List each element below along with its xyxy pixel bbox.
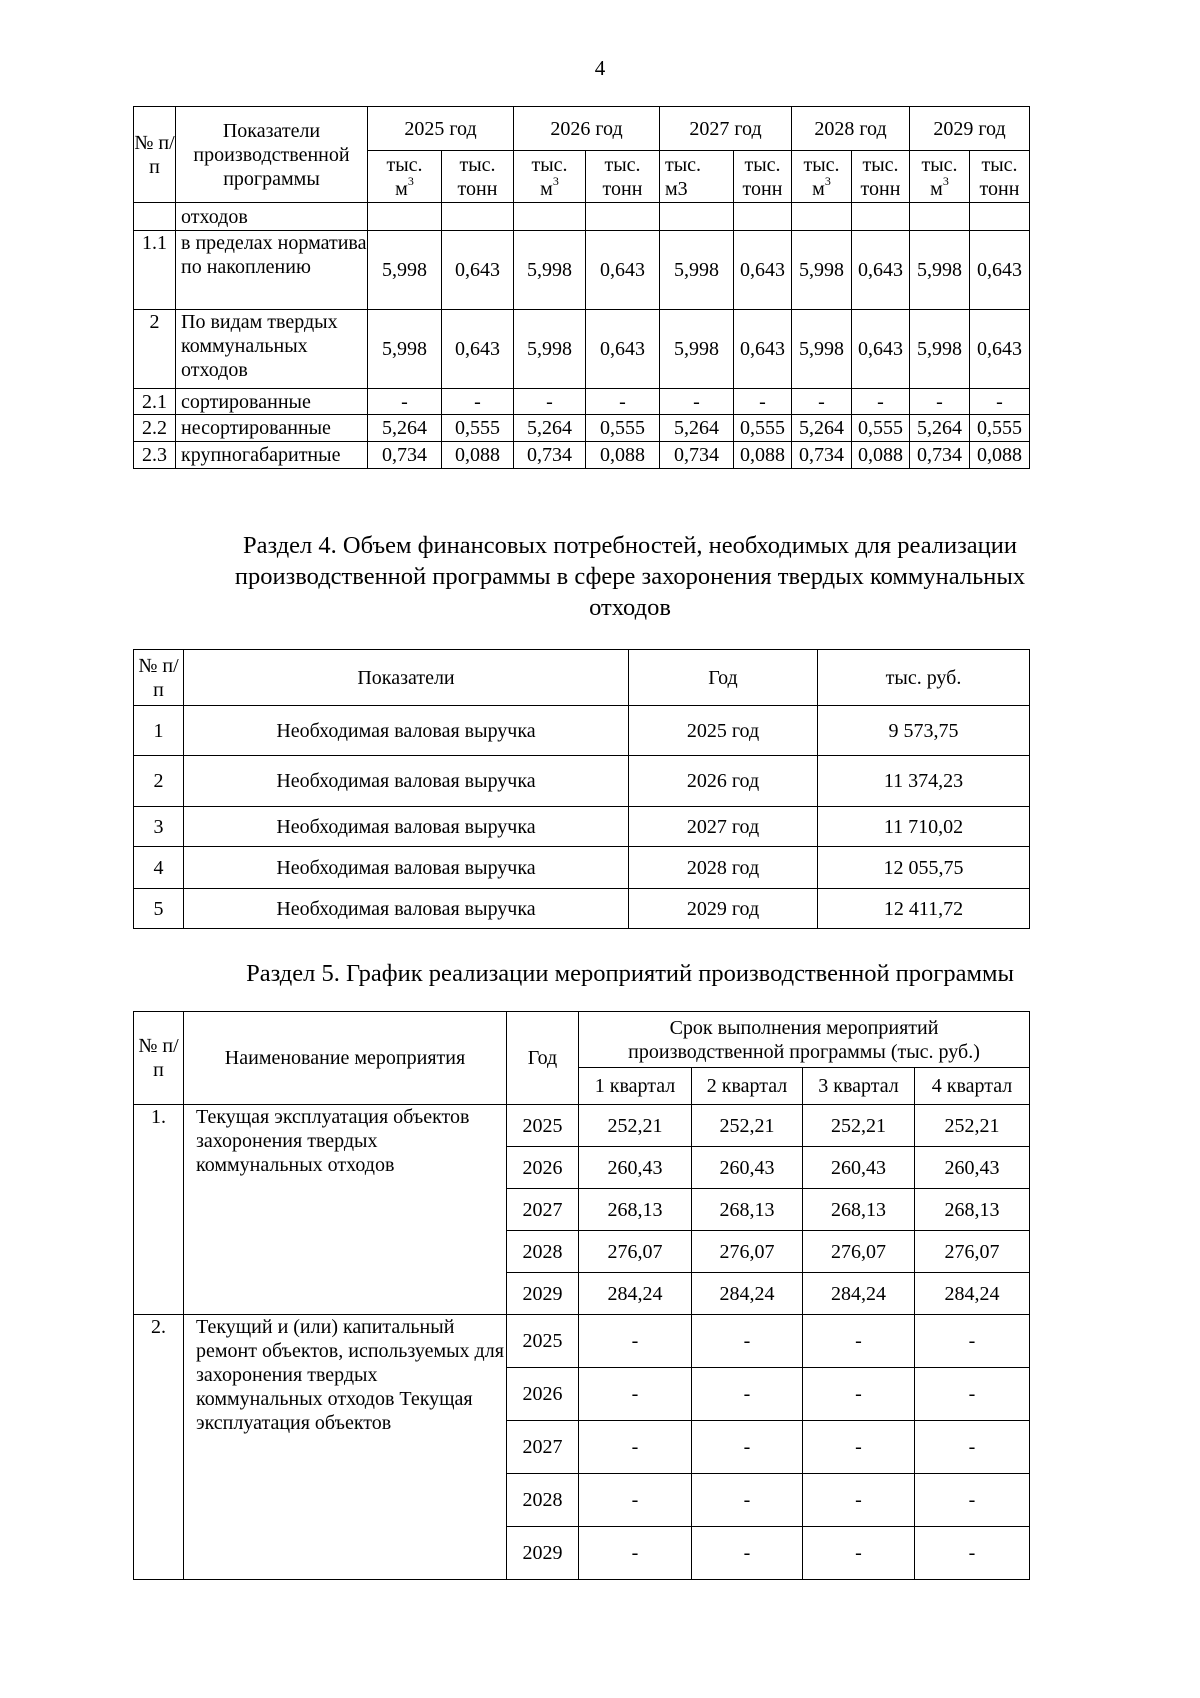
- table-row: 2026 260,43 260,43 260,43 260,43: [134, 1147, 1030, 1189]
- table2-header-num: № п/п: [134, 650, 184, 706]
- unit-tonn: тыс. тонн: [442, 151, 514, 203]
- quarter-header: 2 квартал: [692, 1068, 803, 1105]
- table3-header-num: № п/п: [134, 1012, 184, 1105]
- row-num: 1.1: [134, 231, 176, 310]
- table-row: 2 Необходимая валовая выручка 2026 год 11 374,23: [134, 756, 1030, 807]
- table1-header-year: 2026 год: [514, 107, 660, 151]
- unit-m3: тыс. м3: [660, 151, 734, 203]
- section5-title: Раздел 5. График реализации мероприятий производственной программы: [246, 960, 1014, 987]
- table2-header-indicator: Показатели: [184, 650, 629, 706]
- row-label: сортированные: [176, 389, 368, 415]
- table2-header-value: тыс. руб.: [818, 650, 1030, 706]
- table-row: 3 Необходимая валовая выручка 2027 год 11 710,02: [134, 807, 1030, 847]
- row-num: 2: [134, 310, 176, 389]
- table3-header-year: Год: [507, 1012, 579, 1105]
- financial-needs-table: [133, 649, 1030, 929]
- table1-header-year: 2028 год: [792, 107, 910, 151]
- unit-tonn: тыс. тонн: [734, 151, 792, 203]
- group-name: Текущий и (или) капитальный ремонт объектов, используемых для захоронения твердых коммунальных отходов Текущая эксплуатация объектов: [184, 1315, 507, 1580]
- group-num: 1.: [134, 1105, 184, 1315]
- table-row: 2029 284,24 284,24 284,24 284,24: [134, 1273, 1030, 1315]
- table1-header-indicator: Показатели производственной программы: [176, 107, 368, 203]
- unit-tonn: тыс. тонн: [970, 151, 1030, 203]
- unit-m3: тыс. $м^3$: [792, 151, 852, 203]
- schedule-table: [133, 1011, 1030, 1580]
- table-row: 2.2 несортированные 5,264 0,555 5,264 0,555 5,264 0,555 5,264 0,555 5,264 0,555: [134, 415, 1030, 442]
- unit-m3: тыс. $м^3$: [910, 151, 970, 203]
- row-num: 2.3: [134, 442, 176, 469]
- table1-header-year: 2029 год: [910, 107, 1030, 151]
- table-row: 2.3 крупногабаритные 0,734 0,088 0,734 0,088 0,734 0,088 0,734 0,088 0,734 0,088: [134, 442, 1030, 469]
- table-row: 2. Текущий и (или) капитальный ремонт объектов, используемых для захоронения твердых коммунальных отходов Текущая эксплуатация объектов 2025 - - - -: [134, 1315, 1030, 1368]
- continued-label: отходов: [176, 203, 368, 231]
- quarter-header: 1 квартал: [579, 1068, 692, 1105]
- table-row: 2.1 сортированные - - - - - - - - - -: [134, 389, 1030, 415]
- table-row: 1.1 в пределах норматива по накоплению 5,998 0,643 5,998 0,643 5,998 0,643 5,998 0,643 5,998 0,643: [134, 231, 1030, 310]
- page-number: 4: [594, 56, 606, 80]
- table-row: 1. Текущая эксплуатация объектов захоронения твердых коммунальных отходов 2025 252,21 252,21 252,21 252,21: [134, 1105, 1030, 1147]
- table1-header-year: 2025 год: [368, 107, 514, 151]
- row-num: 2.1: [134, 389, 176, 415]
- table-row: 2028 276,07 276,07 276,07 276,07: [134, 1231, 1030, 1273]
- quarter-header: 3 квартал: [803, 1068, 915, 1105]
- group-name: Текущая эксплуатация объектов захоронения твердых коммунальных отходов: [184, 1105, 507, 1315]
- group-num: 2.: [134, 1315, 184, 1580]
- table1-header-year: 2027 год: [660, 107, 792, 151]
- production-volume-table: [133, 106, 1030, 469]
- row-num: 2.2: [134, 415, 176, 442]
- table-row: 4 Необходимая валовая выручка 2028 год 12 055,75: [134, 847, 1030, 889]
- table-row: 2028 - - - -: [134, 1474, 1030, 1527]
- table1-header-num: № п/п: [134, 107, 176, 203]
- table-row: 2026 - - - -: [134, 1368, 1030, 1421]
- table3-header-deadline: Срок выполнения мероприятий производственной программы (тыс. руб.): [579, 1012, 1030, 1068]
- table-row: 2027 - - - -: [134, 1421, 1030, 1474]
- row-label: По видам твердых коммунальных отходов: [176, 310, 368, 389]
- table-row: 5 Необходимая валовая выручка 2029 год 12 411,72: [134, 889, 1030, 929]
- section4-title: Раздел 4. Объем финансовых потребностей, необходимых для реализации производственной программы в сфере захоронения твердых коммунальных отходов: [234, 532, 1026, 621]
- row-label: крупногабаритные: [176, 442, 368, 469]
- unit-tonn: тыс. тонн: [586, 151, 660, 203]
- unit-m3: тыс. $м^3$: [514, 151, 586, 203]
- table2-header-year: Год: [629, 650, 818, 706]
- table-row: 1 Необходимая валовая выручка 2025 год 9 573,75: [134, 706, 1030, 756]
- unit-m3: тыс. $м^3$: [368, 151, 442, 203]
- row-label: несортированные: [176, 415, 368, 442]
- row-label: в пределах норматива по накоплению: [176, 231, 368, 310]
- table-row: 2029 - - - -: [134, 1527, 1030, 1580]
- table-row: 2 По видам твердых коммунальных отходов 5,998 0,643 5,998 0,643 5,998 0,643 5,998 0,643 5,998 0,643: [134, 310, 1030, 389]
- unit-tonn: тыс. тонн: [852, 151, 910, 203]
- table3-header-name: Наименование мероприятия: [184, 1012, 507, 1105]
- quarter-header: 4 квартал: [915, 1068, 1030, 1105]
- table-row: 2027 268,13 268,13 268,13 268,13: [134, 1189, 1030, 1231]
